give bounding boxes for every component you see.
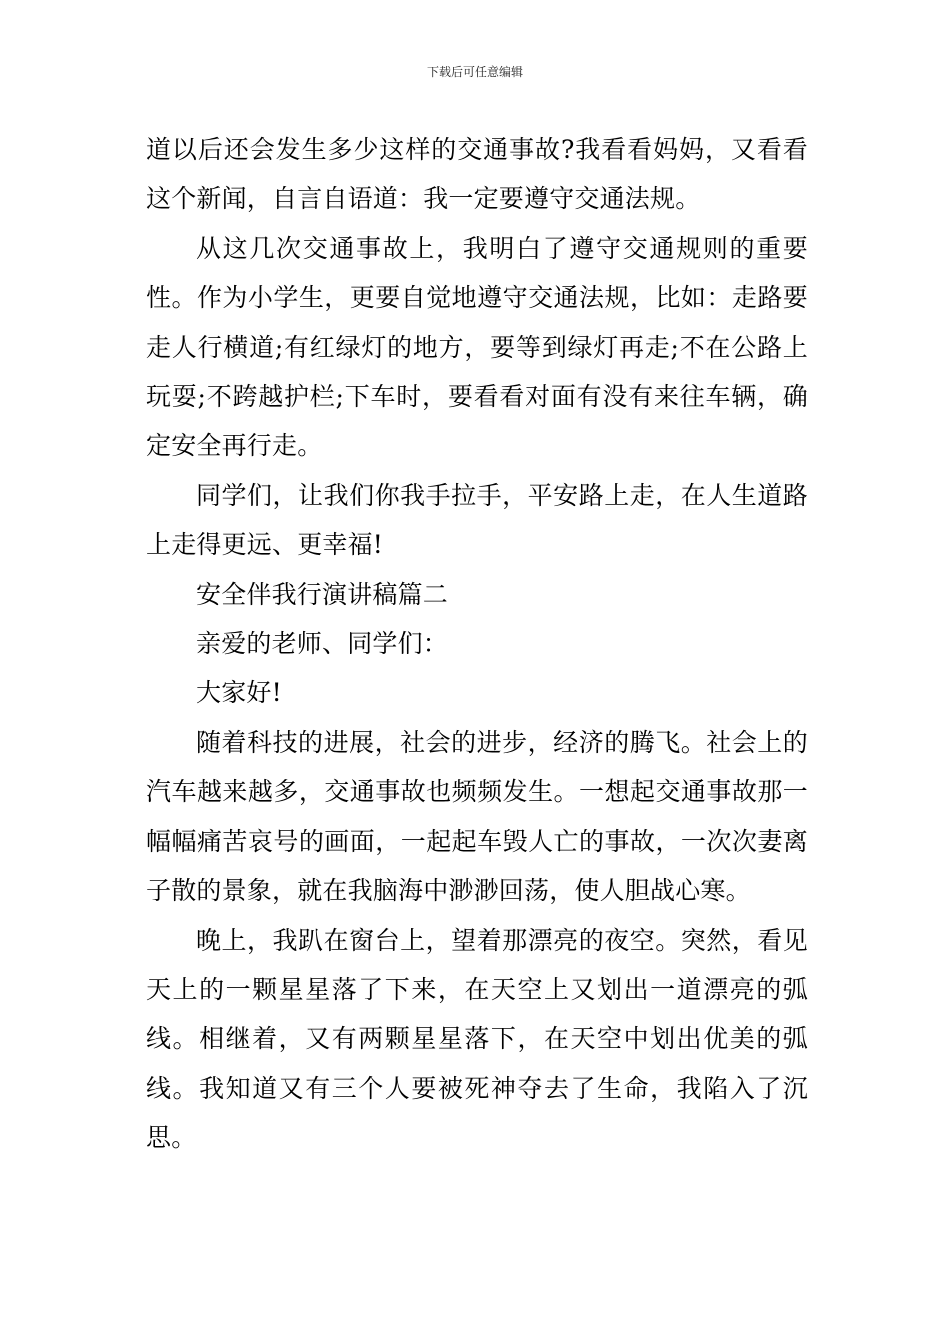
- paragraph-1: 道以后还会发生多少这样的交通事故?我看看妈妈，又看看这个新闻，自言自语道：我一定要遵守交通法规。: [146, 135, 808, 214]
- greeting: 大家好!: [196, 678, 282, 708]
- paragraph-4: 随着科技的进展，社会的进步，经济的腾飞。社会上的汽车越来越多，交通事故也频频发生。一想起交通事故那一幅幅痛苦哀号的画面，一起起车毁人亡的事故，一次次妻离子散的景象，就在我脑海中渺渺回荡，使人胆战心寒。: [146, 727, 808, 906]
- document-body: [146, 125, 808, 1163]
- paragraph-3: 同学们，让我们你我手拉手，平安路上走，在人生道路上走得更远、更幸福!: [146, 480, 808, 560]
- paragraph-5: 晚上，我趴在窗台上，望着那漂亮的夜空。突然，看见天上的一颗星星落了下来，在天空上又划出一道漂亮的弧线。相继着，又有两颗星星落下，在天空中划出优美的弧线。我知道又有三个人要被死神夺去了生命，我陷入了沉思。: [146, 925, 808, 1153]
- salutation: 亲爱的老师、同学们：: [196, 629, 449, 659]
- paragraph-2: 从这几次交通事故上，我明白了遵守交通规则的重要性。作为小学生，更要自觉地遵守交通法规，比如：走路要走人行横道;有红绿灯的地方，要等到绿灯再走;不在公路上玩耍;不跨越护栏;下车时，要看看对面有没有来往车辆，确定安全再行走。: [146, 233, 808, 461]
- page-header-note: 下载后可任意编辑: [426, 65, 523, 79]
- section-title: 安全伴我行演讲稿篇二: [196, 579, 449, 609]
